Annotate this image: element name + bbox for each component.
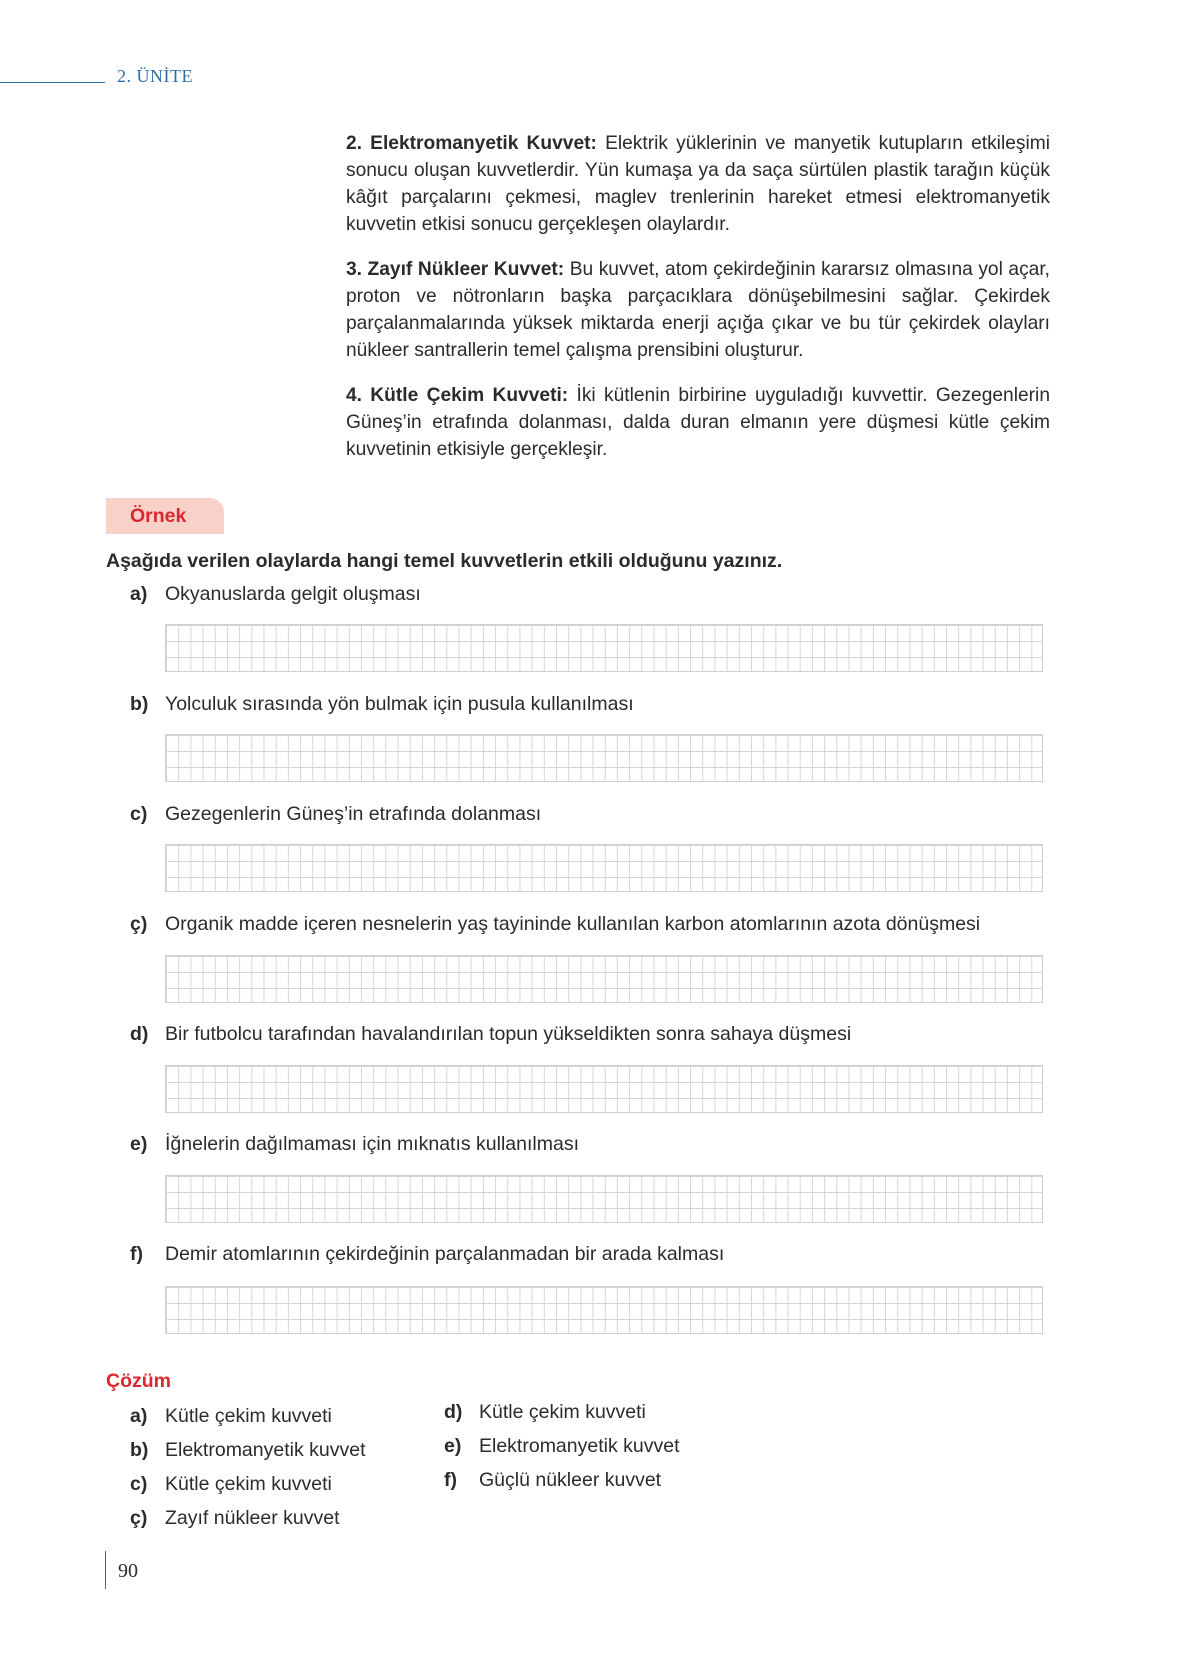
force-paragraph-electromagnetic bbox=[346, 130, 1050, 238]
item-text: Gezegenlerin Güneş’in etrafında dolanması bbox=[165, 803, 542, 825]
solution-item-d bbox=[444, 1401, 646, 1424]
solution-item-f bbox=[444, 1469, 661, 1492]
answer-grid-b[interactable] bbox=[165, 734, 1043, 782]
solution-label: c) bbox=[130, 1473, 148, 1495]
answer-grid-e[interactable] bbox=[165, 1175, 1043, 1223]
item-label: e) bbox=[130, 1133, 148, 1155]
example-tab: Örnek bbox=[106, 498, 224, 534]
example-question: Aşağıda verilen olaylarda hangi temel kuvvetlerin etkili olduğunu yazınız. bbox=[106, 550, 783, 572]
item-label: a) bbox=[130, 583, 148, 605]
force-paragraph-weak-nuclear bbox=[346, 256, 1050, 364]
item-text: İğnelerin dağılmaması için mıknatıs kullanılması bbox=[165, 1133, 580, 1155]
force-text: Elektrik yüklerinin ve manyetik kutupların etkileşimi sonucu oluşan kuvvetlerdir. Yün kumaşa ya da saça sürtülen plastik tarağın küçük kâğıt parçalarını çekmesi, maglev trenlerinin hareket etmesi elektromanyetik kuvvetin etkisi sonucu gerçekleşen olaylardır. bbox=[346, 133, 1050, 235]
item-text: Bir futbolcu tarafından havalandırılan topun yükseldikten sonra sahaya düşmesi bbox=[165, 1023, 852, 1045]
solution-item-a bbox=[130, 1405, 332, 1428]
force-text: İki kütlenin birbirine uyguladığı kuvvettir. Gezegenlerin Güneş’in etrafında dolanması, dalda duran elmanın yere düşmesi kütle çekim kuvvetinin etkisiyle gerçekleşir. bbox=[346, 385, 1050, 460]
answer-grid-c[interactable] bbox=[165, 844, 1043, 892]
solution-item-e bbox=[444, 1435, 680, 1458]
question-item-b bbox=[130, 693, 634, 716]
question-item-e bbox=[130, 1133, 579, 1156]
solution-label: e) bbox=[444, 1435, 462, 1457]
solution-label: ç) bbox=[130, 1507, 148, 1529]
solution-text: Kütle çekim kuvveti bbox=[165, 1405, 332, 1427]
force-title: 2. Elektromanyetik Kuvvet: bbox=[346, 133, 597, 154]
answer-grid-f[interactable] bbox=[165, 1286, 1043, 1334]
item-text: Demir atomlarının çekirdeğinin parçalanmadan bir arada kalması bbox=[165, 1243, 725, 1265]
solution-text: Kütle çekim kuvveti bbox=[165, 1473, 332, 1495]
solution-label: d) bbox=[444, 1401, 463, 1423]
solution-label: f) bbox=[444, 1469, 457, 1491]
solution-text: Güçlü nükleer kuvvet bbox=[479, 1469, 662, 1491]
answer-grid-a[interactable] bbox=[165, 624, 1043, 672]
page-number: 90 bbox=[118, 1560, 138, 1582]
solution-item-c bbox=[130, 1473, 332, 1496]
solution-label: a) bbox=[130, 1405, 148, 1427]
question-item-c-cedilla bbox=[130, 913, 980, 936]
solution-item-c-cedilla bbox=[130, 1507, 340, 1530]
item-text: Organik madde içeren nesnelerin yaş tayininde kullanılan karbon atomlarının azota dönüşmesi bbox=[165, 913, 981, 935]
solution-text: Kütle çekim kuvveti bbox=[479, 1401, 646, 1423]
solution-label: b) bbox=[130, 1439, 149, 1461]
solution-text: Elektromanyetik kuvvet bbox=[479, 1435, 680, 1457]
answer-grid-c-cedilla[interactable] bbox=[165, 955, 1043, 1003]
item-label: b) bbox=[130, 693, 149, 715]
question-item-d bbox=[130, 1023, 851, 1046]
footer-rule bbox=[105, 1551, 106, 1589]
force-title: 3. Zayıf Nükleer Kuvvet: bbox=[346, 259, 565, 280]
item-label: d) bbox=[130, 1023, 149, 1045]
header-rule bbox=[0, 82, 105, 83]
solution-text: Zayıf nükleer kuvvet bbox=[165, 1507, 340, 1529]
item-label: ç) bbox=[130, 913, 148, 935]
force-title: 4. Kütle Çekim Kuvveti: bbox=[346, 385, 569, 406]
item-text: Okyanuslarda gelgit oluşması bbox=[165, 583, 421, 605]
question-item-a bbox=[130, 583, 421, 606]
item-label: c) bbox=[130, 803, 148, 825]
item-label: f) bbox=[130, 1243, 143, 1265]
solution-item-b bbox=[130, 1439, 366, 1462]
question-item-f bbox=[130, 1243, 724, 1266]
force-text: Bu kuvvet, atom çekirdeğinin kararsız olmasına yol açar, proton ve nötronların başka parçacıklara dönüşebilmesini sağlar. Çekirdek parçalanmalarında yüksek miktarda enerji açığa çıkar ve bu tür çekirdek olayları nükleer santrallerin temel çalışma prensibini oluşturur. bbox=[346, 259, 1050, 361]
solution-text: Elektromanyetik kuvvet bbox=[165, 1439, 366, 1461]
force-paragraph-gravity bbox=[346, 382, 1050, 463]
unit-title: 2. ÜNİTE bbox=[117, 66, 193, 86]
answer-grid-d[interactable] bbox=[165, 1065, 1043, 1113]
question-item-c bbox=[130, 803, 541, 826]
solution-title: Çözüm bbox=[106, 1370, 171, 1392]
item-text: Yolculuk sırasında yön bulmak için pusula kullanılması bbox=[165, 693, 634, 715]
